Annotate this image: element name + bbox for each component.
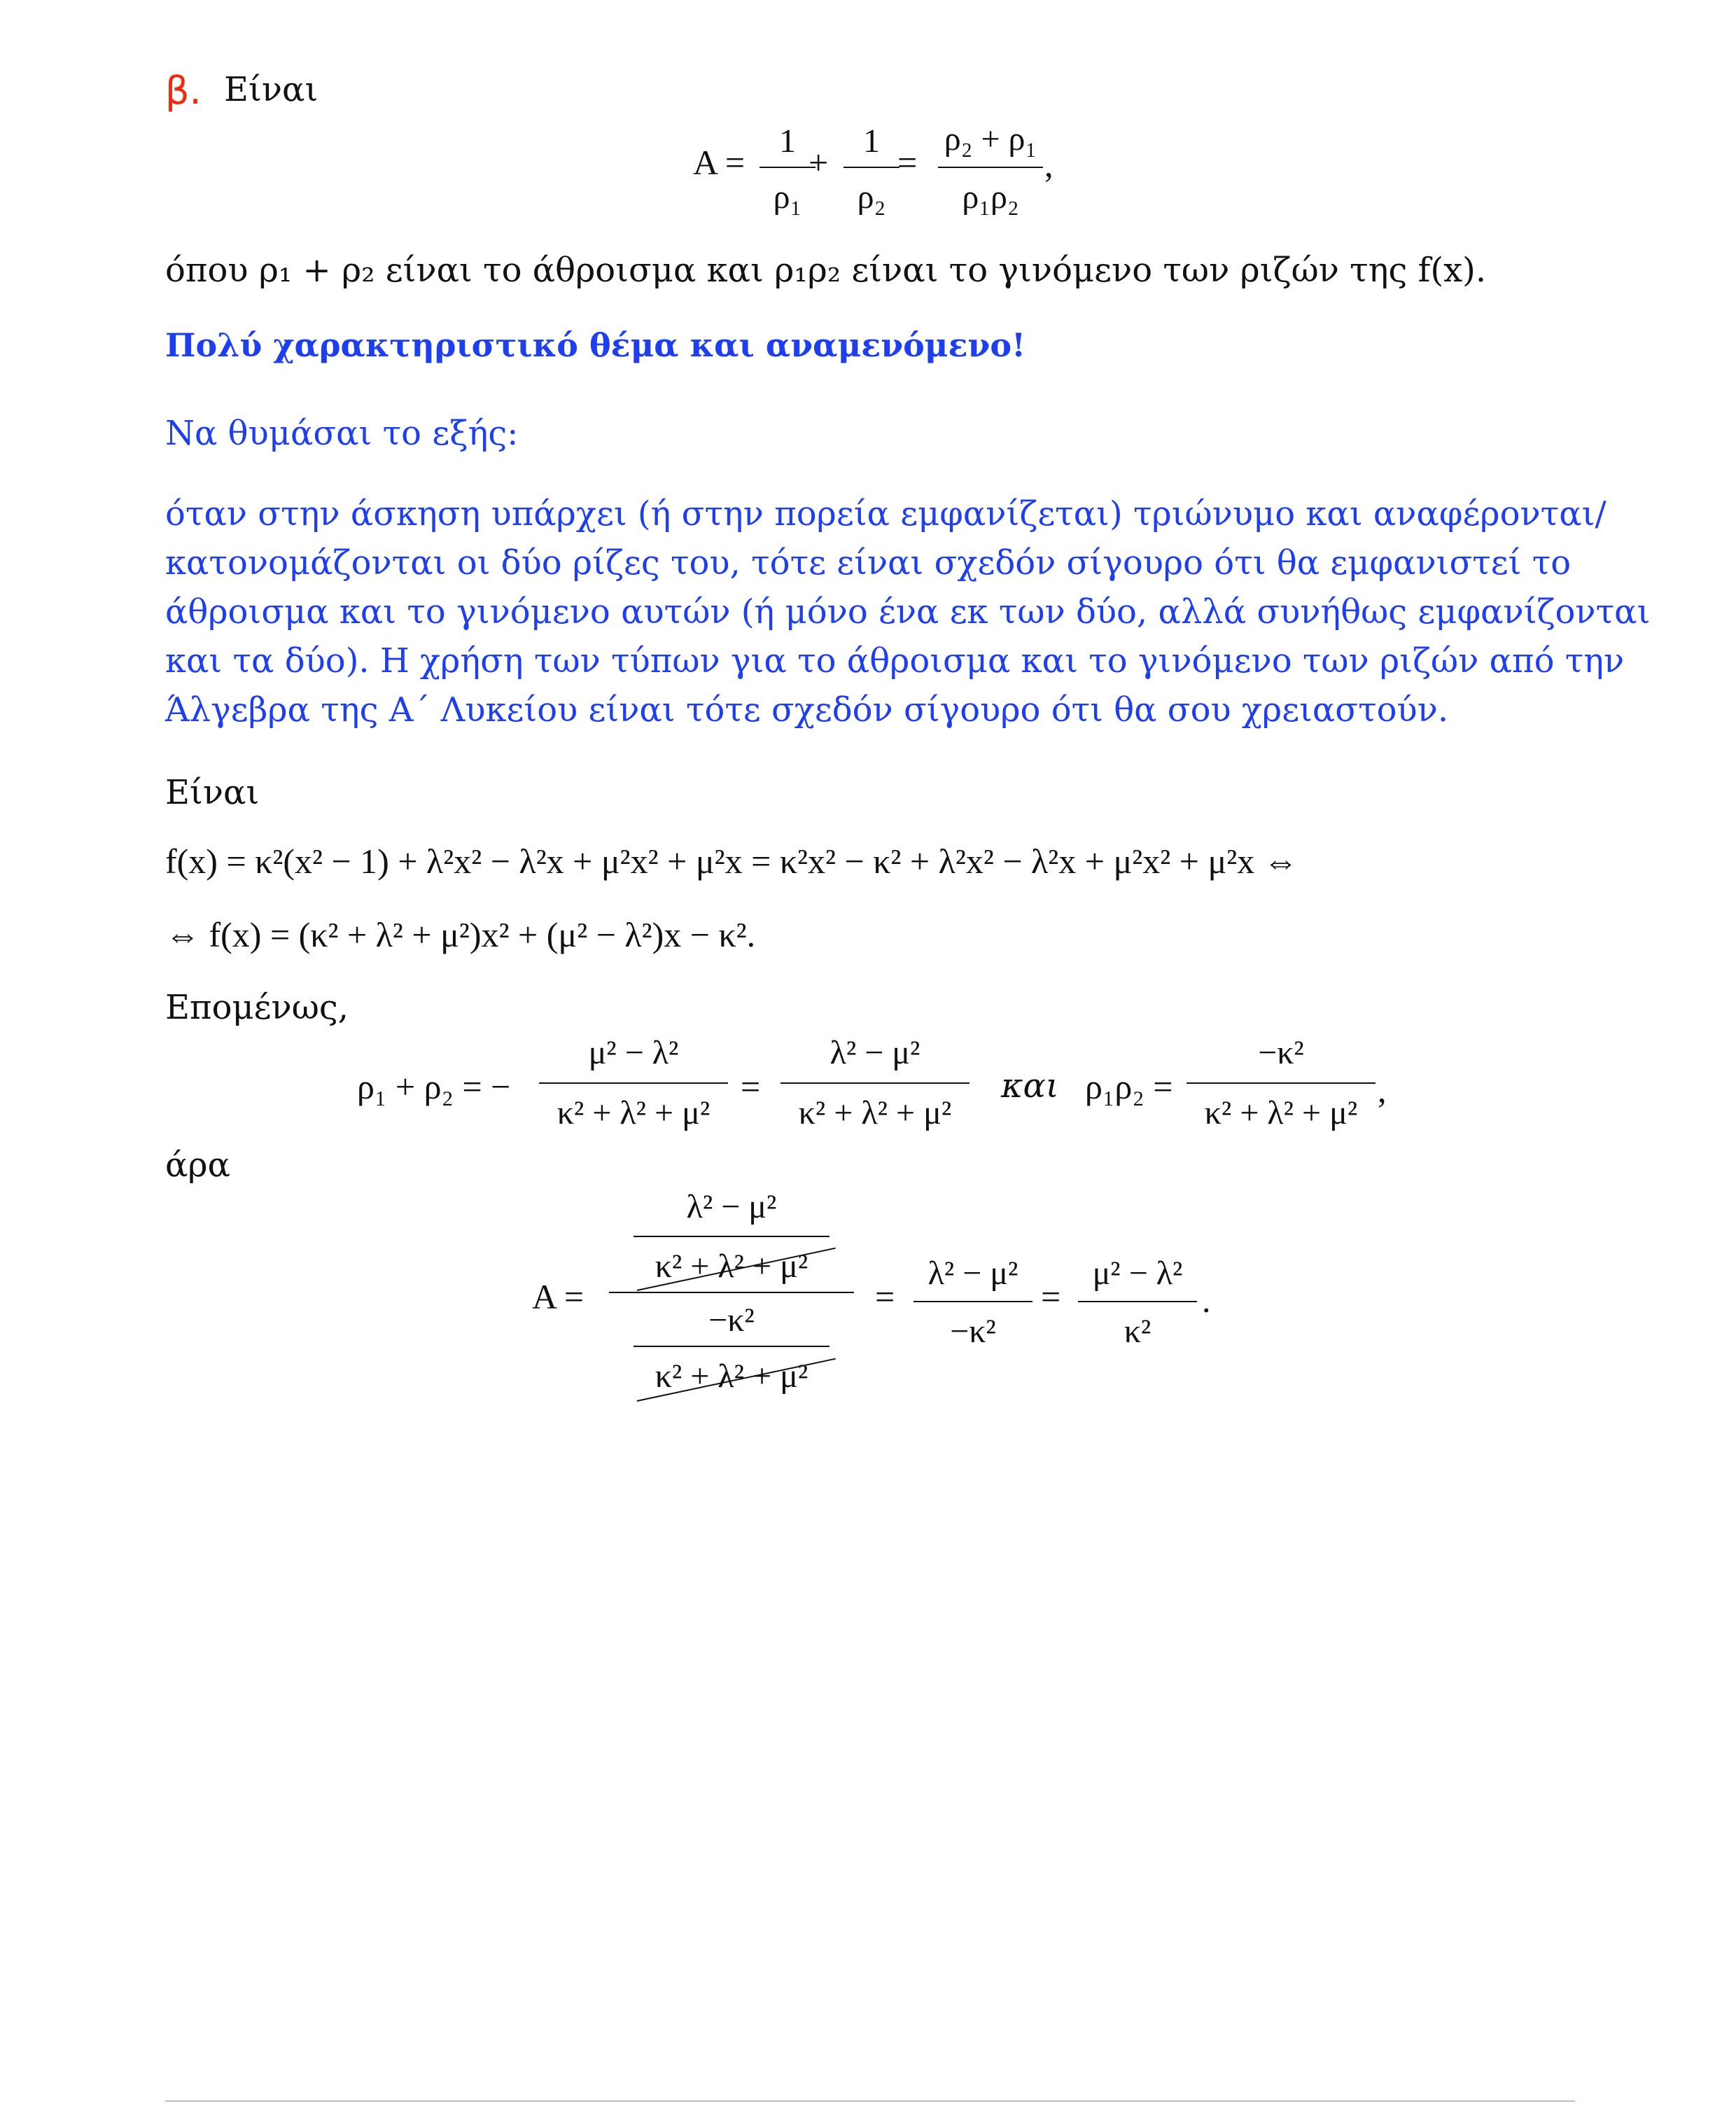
part-label-beta: β. xyxy=(165,69,202,113)
vieta-frac1-num: μ² − λ² xyxy=(588,1034,679,1071)
final-bottom-den: κ² + λ² + μ² xyxy=(654,1358,808,1395)
f-expansion-line-2: ⇔ f(x) = (κ² + λ² + μ²)x² + (μ² − λ²)x − κ². xyxy=(165,915,756,954)
eq-a-plus: + xyxy=(808,143,829,182)
final-r2-num: μ² − λ² xyxy=(1092,1255,1183,1292)
final-r2-bar xyxy=(1078,1301,1197,1302)
tip-line-3: άθροισμα και το γινόμενο αυτών (ή μόνο ένα εκ των δύο, αλλά συνήθως εμφανίζονται xyxy=(165,592,1651,632)
eq-a-frac3-num: ρ₂ + ρ₁ xyxy=(944,120,1037,158)
vieta-frac3-bar xyxy=(1186,1082,1376,1084)
vieta-frac2-bar xyxy=(780,1082,969,1084)
eq-a-frac1-num: 1 xyxy=(779,123,796,160)
final-period: . xyxy=(1202,1281,1211,1320)
eq-a-frac2-den: ρ₂ xyxy=(857,179,886,216)
hence-text: άρα xyxy=(165,1145,231,1185)
highlight-remark: Πολύ χαρακτηριστικό θέμα και αναμενόμενο! xyxy=(165,326,1026,364)
final-bottom-num: −κ² xyxy=(708,1302,755,1339)
tip-line-2: κατονομάζονται οι δύο ρίζες του, τότε είναι σχεδόν σίγουρο ότι θα εμφανιστεί το xyxy=(165,543,1572,583)
f-expansion-line-1: f(x) = κ²(x² − 1) + λ²x² − λ²x + μ²x² + μ²x = κ²x² − κ² + λ²x² − λ²x + μ²x² + μ²x ⇔ xyxy=(165,842,1298,881)
vieta-frac2-den: κ² + λ² + μ² xyxy=(798,1094,952,1131)
final-top-bar xyxy=(634,1236,830,1237)
vieta-frac1-den: κ² + λ² + μ² xyxy=(556,1094,710,1131)
einai-text: Είναι xyxy=(165,773,260,812)
final-bottom-bar xyxy=(634,1346,830,1347)
eq-a-frac1-bar xyxy=(760,167,816,168)
vieta-frac2-num: λ² − μ² xyxy=(830,1034,920,1071)
vieta-and: και xyxy=(1001,1066,1059,1106)
final-equals-2: = xyxy=(1041,1277,1061,1316)
eq-a-frac2-bar xyxy=(844,167,899,168)
vieta-sum-lhs: ρ₁ + ρ₂ = − xyxy=(357,1067,511,1106)
eq-a-frac3-den: ρ₁ρ₂ xyxy=(962,179,1019,216)
vieta-frac3-den: κ² + λ² + μ² xyxy=(1204,1094,1358,1131)
vieta-frac1-bar xyxy=(539,1082,728,1084)
eq-a-frac1-den: ρ₁ xyxy=(773,179,802,216)
remember-heading: Να θυμάσαι το εξής: xyxy=(165,414,519,453)
footer-rule xyxy=(165,2100,1575,2102)
eq-a-frac3-bar xyxy=(938,167,1043,168)
vieta-frac3-num: −κ² xyxy=(1258,1034,1304,1071)
eq-a-frac2-num: 1 xyxy=(863,123,880,160)
where-sentence: όπου ρ₁ + ρ₂ είναι το άθροισμα και ρ₁ρ₂ είναι το γινόμενο των ριζών της f(x). xyxy=(165,251,1487,290)
final-top-den: κ² + λ² + μ² xyxy=(654,1248,808,1285)
final-r1-den: −κ² xyxy=(950,1313,996,1350)
tip-line-4: και τα δύο). Η χρήση των τύπων για το άθροισμα και το γινόμενο των ριζών από την xyxy=(165,641,1625,681)
eq-a-lhs: A = xyxy=(693,143,746,182)
intro-text: Είναι xyxy=(224,70,318,109)
final-r1-bar xyxy=(913,1301,1032,1302)
vieta-equals: = xyxy=(741,1067,761,1106)
vieta-product-lhs: ρ₁ρ₂ = xyxy=(1085,1067,1173,1106)
final-main-bar xyxy=(609,1292,854,1293)
tip-line-1: όταν στην άσκηση υπάρχει (ή στην πορεία εμφανίζεται) τριώνυμο και αναφέρονται/ xyxy=(165,494,1606,534)
therefore-text: Επομένως, xyxy=(165,988,349,1027)
final-lhs: A = xyxy=(532,1277,584,1316)
final-equals-1: = xyxy=(875,1277,895,1316)
final-r2-den: κ² xyxy=(1124,1313,1152,1350)
eq-a-equals: = xyxy=(897,143,918,182)
eq-a-comma: , xyxy=(1044,145,1054,184)
tip-line-5: Άλγεβρα της Α΄ Λυκείου είναι τότε σχεδόν σίγουρο ότι θα σου χρειαστούν. xyxy=(165,690,1449,730)
final-top-num: λ² − μ² xyxy=(686,1188,777,1225)
vieta-comma: , xyxy=(1378,1071,1387,1110)
final-r1-num: λ² − μ² xyxy=(927,1255,1018,1292)
